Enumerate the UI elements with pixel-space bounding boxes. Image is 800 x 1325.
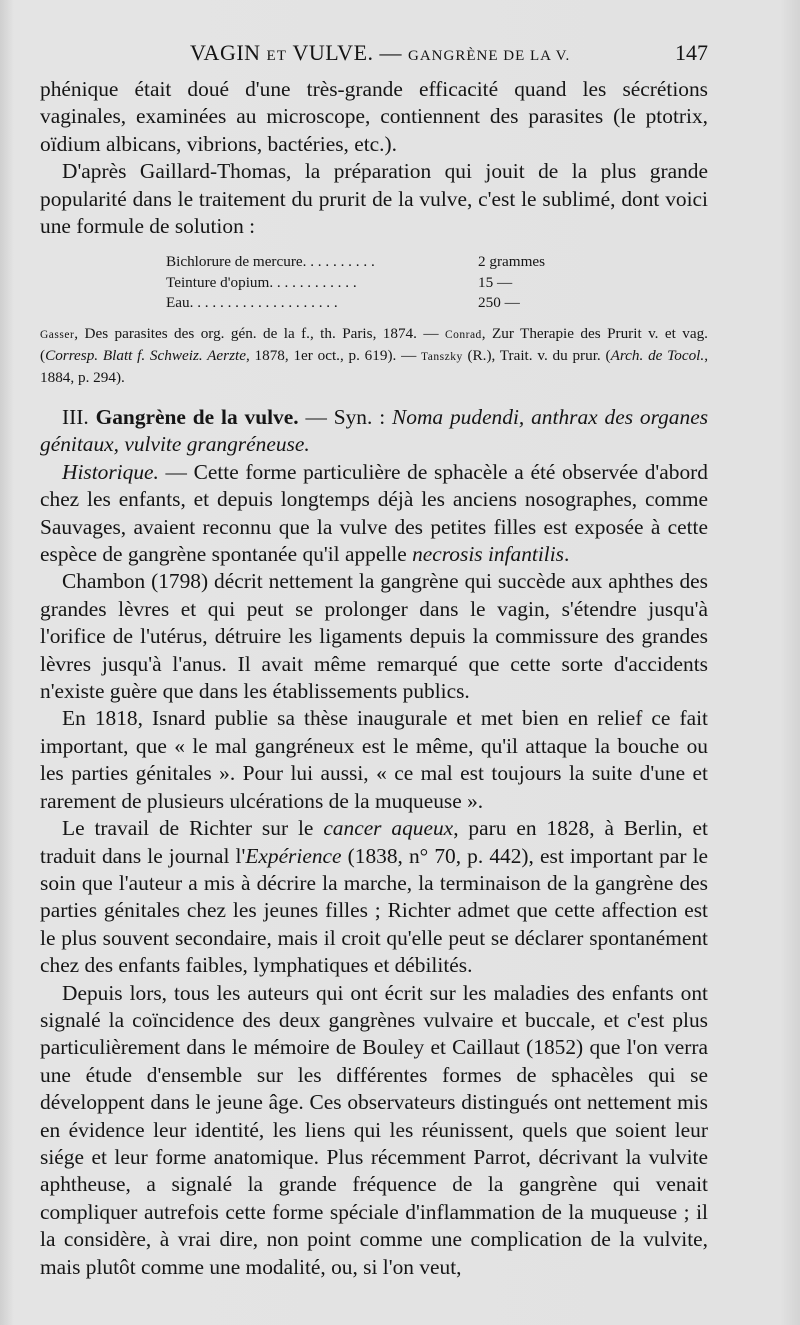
formula-table bbox=[166, 252, 586, 314]
ref-journal: Corresp. Blatt f. Schweiz. Aerzte bbox=[45, 346, 246, 364]
formula-ingredient: Teinture d'opium. . . . . . . . . . . . bbox=[166, 273, 357, 291]
intro-block bbox=[40, 76, 708, 240]
paragraph-chambon: Chambon (1798) décrit nettement la gangrène qui succède aux aphthes des grandes lèvres et qui peut se prolonger dans le vagin, s'étendre jusqu'à l'orifice de l'utérus, détruire les ligaments depuis la commissure des grandes lèvres jusqu'à l'anus. Il avait même remarqué que cette sorte d'accidents n'existe guère que dans les établissements publics. bbox=[40, 569, 708, 704]
ref-author: Conrad bbox=[444, 329, 482, 341]
ref-text: , 1878, 1er oct., p. 619). — bbox=[245, 346, 422, 364]
title-gangrene: GANGRÈNE DE LA V. bbox=[408, 48, 571, 64]
intro-paragraph-1: phénique était doué d'une très-grande efficacité quand les sécrétions vaginales, examinées au microscope, contiennent des parasites (le ptotrix, oïdium albicans, vibrions, bactéries, etc.). bbox=[40, 77, 708, 156]
title-dash: — bbox=[379, 40, 403, 65]
references-block bbox=[40, 324, 708, 387]
ref-author: Tanszky bbox=[421, 350, 463, 363]
ref-text: , Des parasites des org. gén. de la f., th. Paris, 1874. — bbox=[74, 325, 445, 342]
formula-row bbox=[166, 252, 586, 273]
ref-text: , Zur Therapie des Prurit v. et vag. ( bbox=[40, 325, 708, 364]
formula-ingredient: Eau. . . . . . . . . . . . . . . . . . . . bbox=[166, 294, 338, 311]
historique-label: Historique. bbox=[62, 459, 159, 484]
paragraph-text: (1838, n° 70, p. 442), est important par le soin que l'auteur a mis à décrire la marche, la terminaison de la gangrène des parties génitales chez les jeunes filles ; Richter admet que cette affection est le plus souvent secondaire, mais il croit qu'elle peut se déclarer spontanément chez des enfants faibles, lymphatiques et débilités. bbox=[40, 843, 709, 978]
ref-text: , 1884, p. 294). bbox=[40, 346, 708, 386]
paragraph-text: — Cette forme particulière de sphacèle a été observée d'abord chez les enfants, et depuis longtemps déjà les anciens nosographes, comme Sauvages, avaient reconnu que la vulve des petites filles est exposée à cette espèce de gangrène spontanée qu'il appelle bbox=[40, 459, 708, 567]
formula-quantity: 15 — bbox=[478, 273, 513, 291]
running-header bbox=[40, 40, 708, 72]
section-heading bbox=[40, 404, 708, 459]
formula-row bbox=[166, 293, 586, 314]
section-block bbox=[40, 404, 708, 1281]
paragraph-text: . bbox=[564, 542, 570, 567]
paragraph-historique bbox=[40, 459, 708, 569]
title-et: ET bbox=[266, 48, 287, 64]
paragraph-richter bbox=[40, 815, 708, 979]
italic-term: necrosis infantilis bbox=[412, 542, 565, 567]
italic-term: cancer aqueux bbox=[323, 816, 454, 841]
title-vulve: VULVE. bbox=[292, 40, 374, 65]
paragraph-text: , paru en 1828, à Berlin, et traduit dans le journal l' bbox=[40, 816, 708, 868]
formula-ingredient: Bichlorure de mercure. . . . . . . . . . bbox=[166, 253, 375, 270]
ref-journal: Arch. de Tocol. bbox=[610, 346, 705, 364]
section-title: Gangrène de la vulve. bbox=[95, 405, 299, 429]
formula-quantity: 250 — bbox=[478, 294, 520, 311]
ref-author: Gasser bbox=[40, 329, 75, 341]
synonym-prefix: — Syn. : bbox=[298, 405, 393, 429]
synonyms: Noma pudendi, anthrax des organes génitaux, vulvite grangréneuse. bbox=[40, 405, 709, 457]
paragraph-depuis-lors: Depuis lors, tous les auteurs qui ont écrit sur les maladies des enfants ont signalé la coïncidence des deux gangrènes vulvaire et buccale, et c'est plus particulièrement dans le mémoire de Bouley et Caillaut (1852) que l'on verra une étude d'ensemble sur les différentes formes de sphacèles qui se développent dans le jeune âge. Ces observateurs distingués ont nettement mis en évidence leur identité, les liens qui les réunissent, quels que soient leur siége et leur forme anatomique. Plus récemment Parrot, décrivant la vulvite aphtheuse, a signalé la grande fréquence de la gangrène qui venait compliquer autrefois cette forme spéciale d'inflammation de la muqueuse ; il la considère, à vrai dire, non point comme une complication de la vulvite, mais plutôt comme une modalité, ou, si l'on veut, bbox=[40, 980, 708, 1279]
paragraph-text: Le travail de Richter sur le bbox=[62, 816, 324, 841]
italic-term: Expérience bbox=[245, 843, 342, 868]
formula-quantity: 2 grammes bbox=[478, 253, 546, 270]
intro-paragraph-2: D'après Gaillard-Thomas, la préparation qui jouit de la plus grande popularité dans le traitement du prurit de la vulve, c'est le sublimé, dont voici une formule de solution : bbox=[40, 159, 708, 239]
ref-text: (R.), Trait. v. du prur. ( bbox=[462, 346, 611, 364]
page-number: 147 bbox=[675, 40, 708, 65]
section-number: III. bbox=[62, 405, 89, 429]
title-vagin: VAGIN bbox=[190, 40, 261, 65]
paragraph-isnard: En 1818, Isnard publie sa thèse inaugurale et met bien en relief ce fait important, que « le mal gangréneux est le même, qu'il attaque la bouche ou les parties génitales ». Pour lui aussi, « ce mal est toujours la suite d'une et rarement de plusieurs ulcérations de la muqueuse ». bbox=[40, 706, 708, 813]
formula-row bbox=[166, 273, 586, 294]
running-title bbox=[190, 40, 570, 66]
